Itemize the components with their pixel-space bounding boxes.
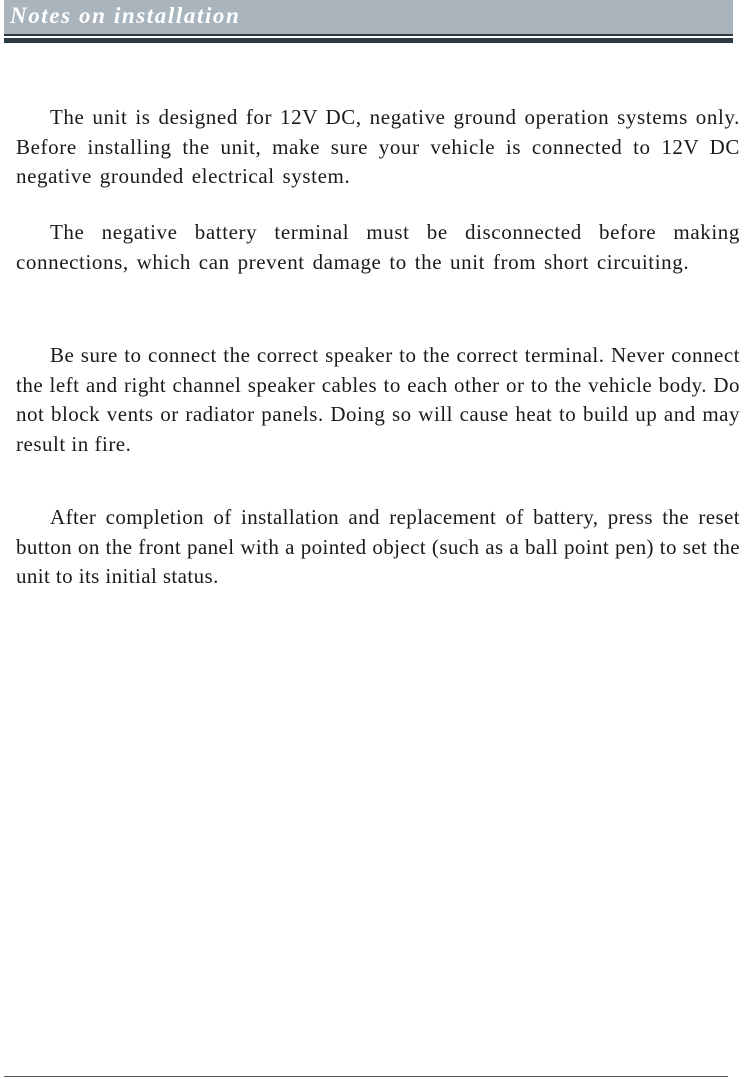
section-header-bar	[4, 0, 733, 34]
footer-rule	[4, 1076, 728, 1077]
paragraph-speaker-wiring: Be sure to connect the correct speaker to the correct terminal. Never connect the left and right channel speaker cables to each other or to the vehicle body. Do not block vents or radiator panels. Doing so will cause heat to build up and may result in fire.	[16, 343, 740, 456]
section-title: Notes on installation	[10, 3, 241, 28]
header-rule-thick	[4, 38, 733, 43]
paragraph-battery-disconnect: The negative battery terminal must be disconnected before making connections, which can prevent damage to the unit from short circuiting.	[16, 220, 740, 274]
header-rule-thin	[4, 34, 733, 36]
paragraph-reset-button: After completion of installation and replacement of battery, press the reset button on the front panel with a pointed object (such as a ball point pen) to set the unit to its initial status.	[16, 505, 740, 588]
paragraph-power-requirements: The unit is designed for 12V DC, negative ground operation systems only. Before installing the unit, make sure your vehicle is connected to 12V DC negative grounded electrical system.	[16, 105, 740, 188]
